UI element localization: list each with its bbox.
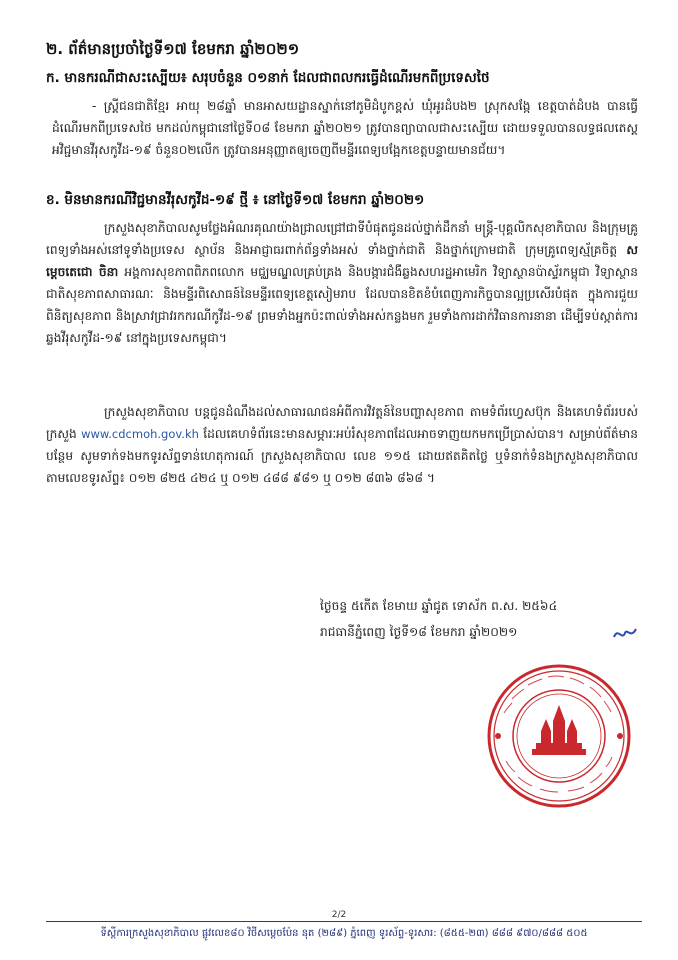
signature-icon xyxy=(612,625,638,648)
footer-address: ទីស្តីការក្រសួងសុខាភិបាល ផ្លូវលេខ៨០ វិថីសម្តេចប៉ែន នុត (២៨៩) ភ្នំពេញ ទូរស័ព្ទ-ទូរសារ: (៨៥៥-២៣) ៨៨៨ ៩៧០/៨៨៨ ៥០៥ xyxy=(100,928,588,939)
info-paragraph xyxy=(46,401,638,489)
section-kha-body-bold: សម្តេចតេជោ ចិនា xyxy=(46,243,638,279)
date-solar: រាជធានីភ្នំពេញ ថ្ងៃទី១៨ ខែមករា ឆ្នាំ២០២១ xyxy=(320,625,518,639)
section-kha-title: ខ. មិនមានករណីវិជ្ជមានវីរុសកូវីដ-១៩ ថ្មី ៖ នៅថ្ងៃទី១៧ ខែមករា ឆ្នាំ២០២១ xyxy=(46,192,425,208)
page-number: 2/2 xyxy=(331,910,347,920)
info-paragraph-part2: ដែលគេហទំព័រនេះមានសម្ភារៈអប់រំសុខភាពដែលអាចទាញយកមកប្រើប្រាស់បាន។ សម្រាប់ព័ត៌មានបន្ថែម សូមទាក់ទងមកទូរស័ព្ទទាន់ហេតុការណ៍ ក្រសួងសុខាភិបាល លេខ ១១៥ ដោយឥតគិតថ្លៃ ឬទំនាក់ទំនងក្រសួងសុខាភិបាល តាមលេខទូរស័ព្ទ៖ ០១២ ៨២៥ ៤២៤ ឬ ០១២ ៤៨៨ ៩៨១ ឬ ០១២ ៨៣៦ ៨៦៨ ។ xyxy=(46,427,638,485)
ministry-seal-icon xyxy=(484,661,634,811)
section-kha-body-part1: ក្រសួងសុខាភិបាលសូមថ្លែងអំណរគុណយ៉ាងជ្រាលជ្រៅជាទីបំផុតជូនដល់ថ្នាក់ដឹកនាំ មន្ត្រី-បុគ្គលិកសុខាភិបាល និងក្រុមគ្រូពេទ្យទាំងអស់នៅទូទាំងប្រទេស ស្ថាប័ន និងអាជ្ញាធរពាក់ព័ន្ធទាំងអស់ ទាំងថ្នាក់ជាតិ និងថ្នាក់ក្រោមជាតិ ក្រុមគ្រូពេទ្យស្ម័គ្រចិត្ត xyxy=(46,221,638,257)
section-ka-body: - ស្ត្រីជនជាតិខ្មែរ អាយុ ២៨ឆ្នាំ មានអាសយដ្ឋានស្នាក់នៅភូមិដំបូកខ្ពស់ ឃុំអូរដំបង២ ស្រុកសង្កែ ខេត្តបាត់ដំបង បានធ្វើដំណើរមកពីប្រទេសថៃ មកដល់កម្ពុជានៅថ្ងៃទី០៨ ខែមករា ឆ្នាំ២០២១ ត្រូវបានព្យាបាលជាសះស្បើយ ដោយទទួលបានលទ្ធផលតេស្ត អវិជ្ជមានវីរុសកូវីដ-១៩ ចំនួន០២លើក ត្រូវបានអនុញ្ញាតឲ្យចេញពីមន្ទីរពេទ្យបង្អែកខេត្តបន្ទាយមានជ័យ។ xyxy=(52,99,638,157)
date-lunar: ថ្ងៃចន្ទ ៥កើត ខែមាឃ ឆ្នាំជូត ទោស័ក ព.ស. ២៥៦៤ xyxy=(320,599,558,613)
news-heading: ២. ព័ត៌មានប្រចាំថ្ងៃទី១៧ ខែមករា ឆ្នាំ២០២១ xyxy=(46,40,300,58)
footer-divider xyxy=(46,921,642,922)
section-kha-body-part2: អង្គការសុខភាពពិភពលោក មជ្ឈមណ្ឌលគ្រប់គ្រង និងបង្ការជំងឺឆ្លងសហរដ្ឋអាមេរិក វិទ្យាស្ថានប៉ាស្ទ័រកម្ពុជា វិទ្យាស្ថានជាតិសុខភាពសាធារណៈ និងមន្ទីរពិសោធន៍នៃមន្ទីរពេទ្យខេត្តសៀមរាប ដែលបានខិតខំបំពេញភារកិច្ចបានល្អប្រសើរបំផុត ក្នុងការជួយពិនិត្យសុខភាព និងស្រាវជ្រាវរកករណីកូវីដ-១៩ ព្រមទាំងអ្នកប៉ះពាល់ទាំងអស់កន្លងមក រួមទាំងការដាក់វិធានការនានា ដើម្បីទប់ស្កាត់ការឆ្លងវីរុសកូវីដ-១៩ នៅក្នុងប្រទេសកម្ពុជា។ xyxy=(46,265,638,345)
section-ka-title: ក. មានករណីជាសះស្បើយ៖ សរុបចំនួន ០១នាក់ ដែលជាពលករធ្វើដំណើរមកពីប្រទេសថៃ xyxy=(46,70,490,86)
website-link[interactable]: www.cdcmoh.gov.kh xyxy=(81,427,199,441)
section-kha-body xyxy=(46,217,638,349)
info-paragraph-part1: ក្រសួងសុខាភិបាល បន្តជូនដំណឹងដល់សាធារណជនអំពីការវិវត្តន៍នៃបញ្ហាសុខភាព តាមទំព័រហ្វេសប៊ុក និងគេហទំព័ររបស់ក្រសួង xyxy=(46,405,638,441)
